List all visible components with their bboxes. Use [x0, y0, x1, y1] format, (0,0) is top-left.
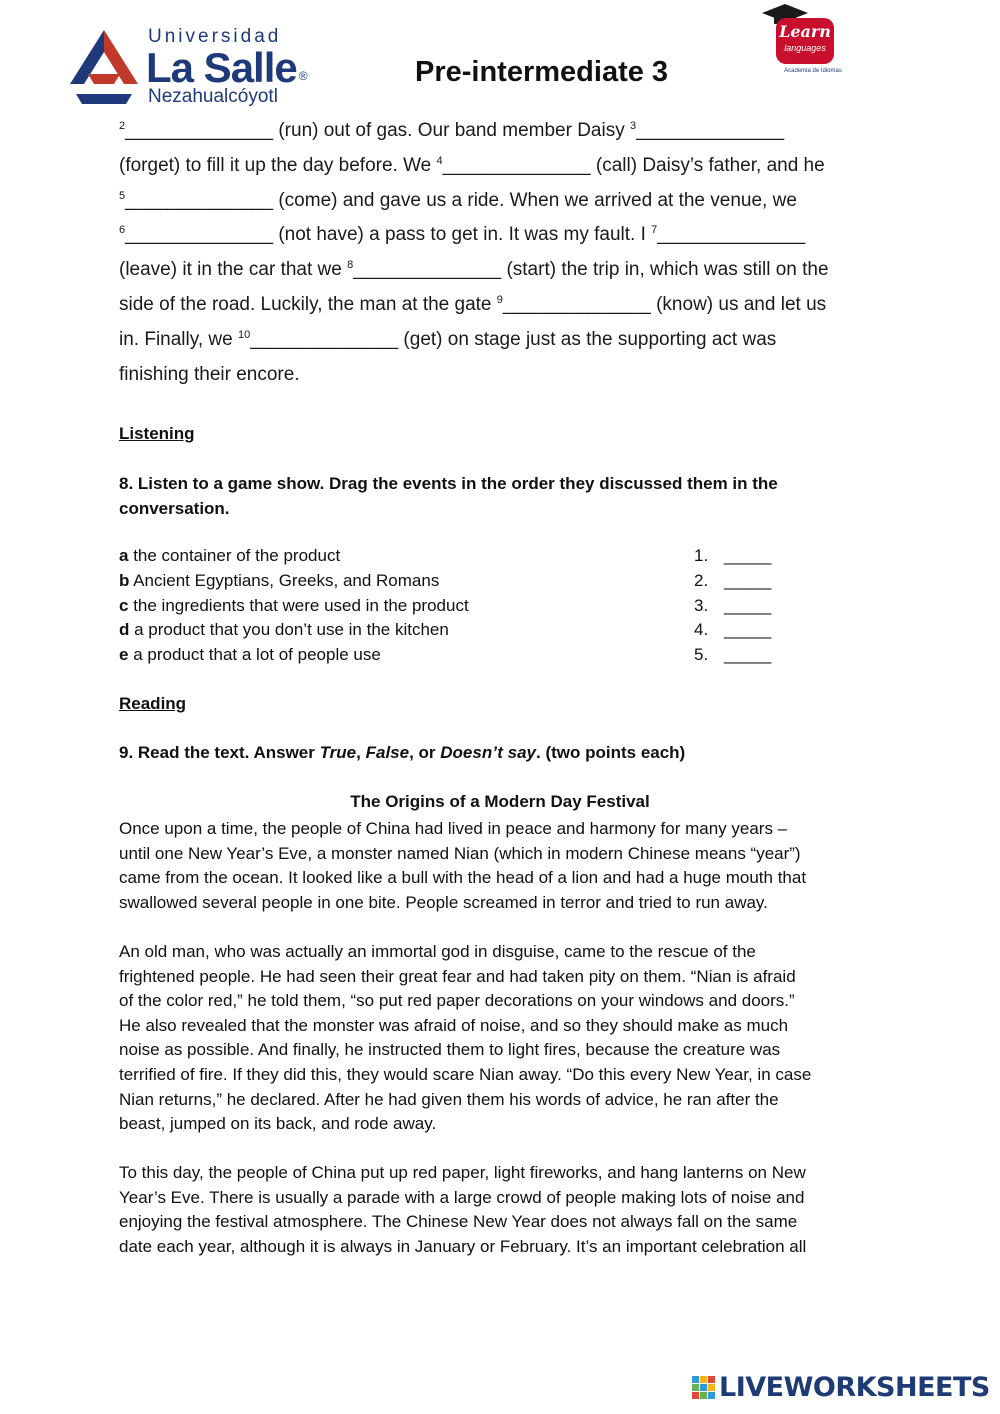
blank-number: 8 — [347, 259, 354, 272]
story-text: (forget) to fill it up the day before. We — [119, 154, 437, 176]
paragraph-line: enjoying the festival atmosphere. The Chinese New Year does not always fall on the same — [119, 1212, 798, 1232]
story-line-1 — [119, 114, 889, 149]
fill-blank[interactable]: ______________ — [353, 259, 502, 281]
paragraph-line: Nian returns,” he declared. After he had given them his words of advice, he ran after the — [119, 1089, 779, 1109]
blank-number: 7 — [651, 224, 658, 237]
paragraph-line: came from the ocean. It looked like a bull with the head of a lion and had a huge mouth that — [119, 868, 807, 888]
page-title: Pre-intermediate 3 — [415, 56, 669, 88]
fill-blank[interactable]: ______________ — [125, 189, 274, 211]
paragraph-line: He also revealed that the monster was afraid of noise, and so they should make as much — [119, 1015, 789, 1035]
blank-number: 4 — [436, 154, 443, 167]
paragraph-line: beast, jumped on its back, and rode away. — [119, 1114, 437, 1134]
story-text: (get) on stage just as the supporting act was — [398, 328, 777, 350]
story-paragraph — [119, 114, 889, 392]
learn-word: Learn — [779, 22, 831, 41]
blank-number: 6 — [119, 224, 126, 237]
reading-instruction — [119, 743, 685, 763]
story-line-2 — [119, 149, 889, 184]
university-campus: Nezahualcóyotl — [148, 86, 278, 107]
story-line-5 — [119, 253, 889, 288]
answer-blank[interactable]: _____ — [724, 620, 772, 639]
story-text: in. Finally, we — [119, 328, 238, 350]
fill-blank[interactable]: ______________ — [636, 120, 785, 141]
blank-number: 9 — [496, 293, 503, 306]
story-text: (run) out of gas. Our band member Daisy — [273, 120, 630, 141]
reading-text-title: The Origins of a Modern Day Festival — [350, 792, 650, 811]
blank-number: 5 — [119, 189, 126, 202]
registered-mark: ® — [298, 69, 307, 83]
reading-paragraph-3 — [119, 1161, 884, 1259]
instruction-text: 9. Read the text. Answer — [119, 743, 320, 762]
instruction-separator: , or — [409, 743, 441, 762]
event-item-c[interactable] — [119, 596, 819, 621]
paragraph-line: frightened people. He had seen their great fear and had taken pity on them. “Nian is afraid — [119, 966, 796, 986]
blank-number: 2 — [119, 120, 126, 132]
story-text: (not have) a pass to get in. It was my fault. I — [273, 224, 652, 246]
paragraph-line: noise as possible. And finally, he instructed them to light fires, because the creature was — [119, 1040, 781, 1060]
paragraph-line: To this day, the people of China put up red paper, light fireworks, and hang lanterns on New — [119, 1163, 806, 1182]
paragraph-line: Once upon a time, the people of China had lived in peace and harmony for many years – — [119, 819, 788, 838]
fill-blank[interactable]: ______________ — [502, 293, 651, 315]
la-salle-logo — [66, 24, 316, 108]
paragraph-line: An old man, who was actually an immortal god in disguise, came to the rescue of the — [119, 942, 756, 961]
instruction-separator: , — [356, 743, 366, 762]
blank-number: 10 — [237, 328, 251, 341]
story-line-4 — [119, 218, 889, 253]
event-letter: a — [119, 546, 129, 565]
event-item-e[interactable] — [119, 645, 819, 670]
paragraph-line: terrified of fire. If they did this, they would scare Nian away. “Do this every New Year, in case — [119, 1064, 812, 1084]
story-line-8: finishing their encore. — [119, 363, 300, 385]
answer-slot-1[interactable] — [694, 546, 771, 566]
fill-blank[interactable]: ______________ — [125, 224, 274, 246]
answer-slot-5[interactable] — [694, 645, 771, 665]
university-name-line1: Universidad — [148, 26, 282, 47]
answer-number: 5. — [694, 645, 709, 664]
reading-paragraph-1 — [119, 817, 884, 915]
paragraph-line: of the color red,” he told them, “so put red paper decorations on your windows and doors.” — [119, 991, 795, 1011]
event-item-b[interactable] — [119, 571, 819, 596]
answer-blank[interactable]: _____ — [724, 546, 772, 565]
event-letter: e — [119, 645, 129, 664]
event-text: the ingredients that were used in the product — [128, 596, 469, 615]
event-letter: c — [119, 596, 129, 615]
story-text: (know) us and let us — [650, 293, 827, 315]
fill-blank[interactable]: ______________ — [125, 120, 274, 141]
answer-slot-3[interactable] — [694, 596, 771, 616]
event-item-d[interactable] — [119, 620, 819, 645]
event-item-a[interactable] — [119, 546, 819, 571]
learn-badge — [776, 18, 834, 64]
liveworksheets-logo[interactable] — [692, 1371, 992, 1407]
paragraph-line: date each year, although it is always in January or February. It’s an important celebration all — [119, 1236, 807, 1256]
story-line-6 — [119, 288, 889, 323]
story-text: (start) the trip in, which was still on the — [501, 259, 829, 281]
event-text: Ancient Egyptians, Greeks, and Romans — [129, 571, 440, 590]
paragraph-line: until one New Year’s Eve, a monster named Nian (which in modern Chinese means “year”) — [119, 843, 801, 863]
event-letter: b — [119, 571, 130, 590]
event-text: a product that a lot of people use — [128, 645, 381, 664]
academia-label: Academia de Idiomas — [784, 68, 842, 74]
liveworksheets-blocks-icon — [692, 1376, 716, 1404]
la-salle-emblem-icon — [66, 26, 142, 110]
option-doesnt-say: Doesn’t say — [440, 743, 536, 762]
fill-blank[interactable]: ______________ — [657, 224, 806, 246]
option-false: False — [365, 743, 410, 762]
story-line-3 — [119, 184, 889, 219]
answer-blank[interactable]: _____ — [724, 645, 772, 664]
answer-blank[interactable]: _____ — [724, 596, 772, 615]
event-text: the container of the product — [128, 546, 341, 565]
answer-slot-2[interactable] — [694, 571, 771, 591]
blank-number: 3 — [630, 120, 637, 132]
answer-slot-4[interactable] — [694, 620, 771, 640]
story-text: (call) Daisy’s father, and he — [590, 154, 825, 176]
story-line-7 — [119, 323, 889, 358]
listening-instruction: 8. Listen to a game show. Drag the events in the order they discussed them in the conversation. — [119, 474, 778, 518]
story-text: (leave) it in the car that we — [119, 259, 348, 281]
learn-languages-logo — [760, 2, 842, 88]
event-text: a product that you don’t use in the kitchen — [129, 620, 449, 639]
answer-number: 1. — [694, 546, 709, 565]
paragraph-line: swallowed several people in one bite. People screamed in terror and tried to run away. — [119, 892, 768, 912]
reading-paragraph-2 — [119, 940, 884, 1137]
fill-blank[interactable]: ______________ — [442, 154, 591, 176]
liveworksheets-brand: LIVEWORKSHEETS — [719, 1372, 990, 1403]
university-name-line2: La Salle ® — [146, 44, 307, 91]
instruction-text: . (two points each) — [536, 743, 686, 762]
answer-number: 2. — [694, 571, 709, 590]
languages-word: languages — [784, 43, 826, 53]
event-letter: d — [119, 620, 130, 639]
paragraph-line: Year’s Eve. There is usually a parade with a large crowd of people making lots of noise and — [119, 1187, 805, 1207]
option-true: True — [319, 743, 357, 762]
story-text: side of the road. Luckily, the man at the gate — [119, 293, 497, 315]
reading-heading: Reading — [119, 694, 187, 713]
listening-heading: Listening — [119, 424, 195, 443]
answer-number: 3. — [694, 596, 709, 615]
story-text: (come) and gave us a ride. When we arrived at the venue, we — [273, 189, 797, 211]
fill-blank[interactable]: ______________ — [250, 328, 399, 350]
answer-number: 4. — [694, 620, 709, 639]
answer-blank[interactable]: _____ — [724, 571, 772, 590]
